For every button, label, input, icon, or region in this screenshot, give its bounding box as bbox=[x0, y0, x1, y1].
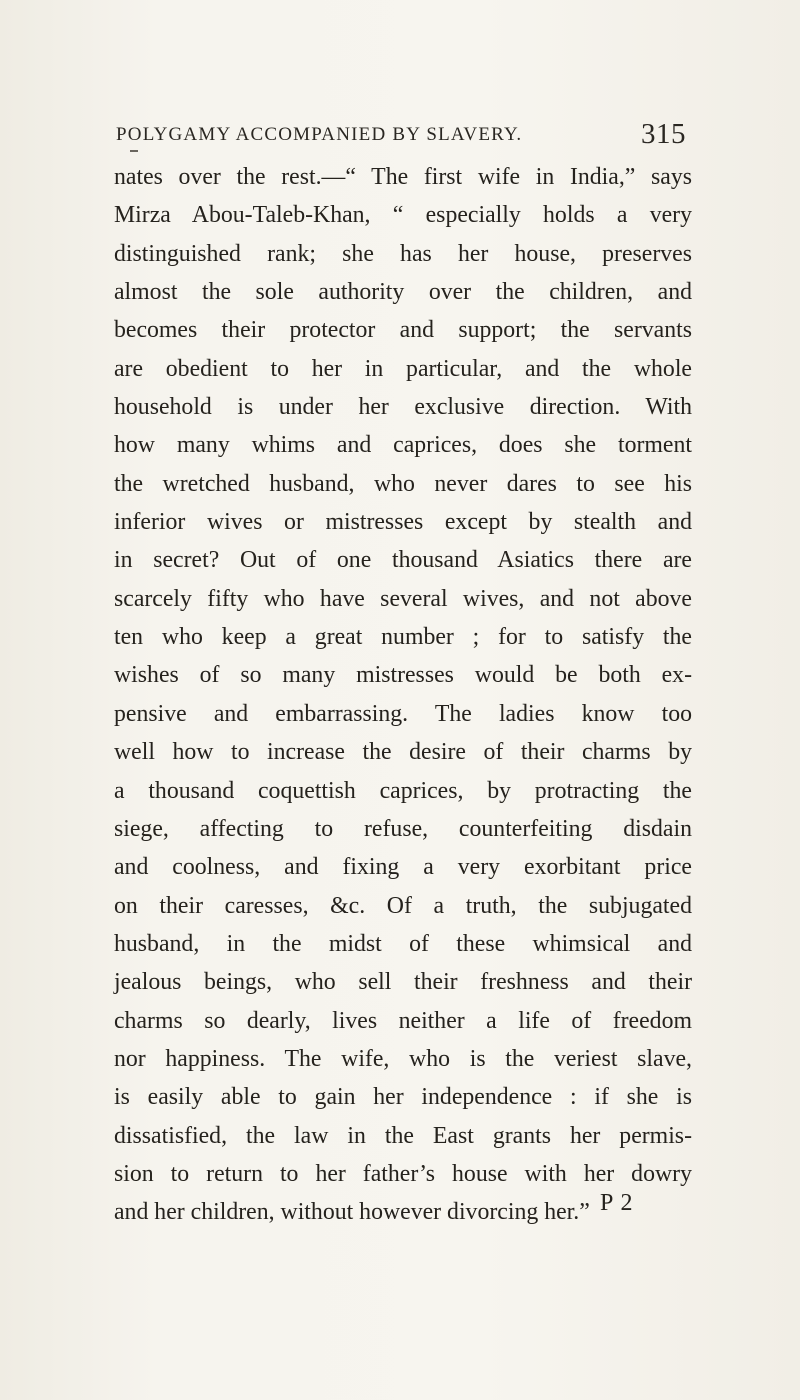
text-line: and coolness, and fixing a very exorbitant price bbox=[114, 854, 692, 881]
text-line: jealous beings, who sell their freshness and their bbox=[114, 969, 692, 996]
text-line: nor happiness. The wife, who is the veriest slave, bbox=[114, 1045, 692, 1072]
text-line: and her children, without however divorcing her.” bbox=[114, 1199, 590, 1226]
text-line: almost the sole authority over the children, and bbox=[114, 279, 692, 306]
running-head: POLYGAMY ACCOMPANIED BY SLAVERY. bbox=[116, 124, 523, 145]
text-line: a thousand coquettish caprices, by protracting the bbox=[114, 777, 692, 804]
text-line: siege, affecting to refuse, counterfeiting disdain bbox=[114, 815, 692, 842]
body-text bbox=[114, 158, 692, 1232]
text-line: how many whims and caprices, does she torment bbox=[114, 432, 692, 459]
text-line: inferior wives or mistresses except by stealth and bbox=[114, 509, 692, 536]
text-line: scarcely fifty who have several wives, and not above bbox=[114, 585, 692, 612]
text-line: ten who keep a great number ; for to satisfy the bbox=[114, 624, 692, 651]
text-line: well how to increase the desire of their charms by bbox=[114, 739, 692, 766]
text-line: sion to return to her father’s house with her dowry bbox=[114, 1160, 692, 1187]
text-line: in secret? Out of one thousand Asiatics there are bbox=[114, 547, 692, 574]
signature-mark: P 2 bbox=[600, 1190, 634, 1216]
text-line: are obedient to her in particular, and the whole bbox=[114, 355, 692, 382]
page-header bbox=[106, 118, 686, 158]
text-line: the wretched husband, who never dares to see his bbox=[114, 470, 692, 497]
text-line: wishes of so many mistresses would be both ex- bbox=[114, 662, 692, 689]
text-line: is easily able to gain her independence : if she is bbox=[114, 1084, 692, 1111]
text-line: becomes their protector and support; the servants bbox=[114, 317, 692, 344]
text-line: distinguished rank; she has her house, preserves bbox=[114, 240, 692, 267]
text-line: pensive and embarrassing. The ladies know too bbox=[114, 700, 692, 727]
text-line: nates over the rest.—“ The first wife in India,” says bbox=[114, 164, 692, 190]
text-line: dissatisfied, the law in the East grants her permis- bbox=[114, 1122, 692, 1149]
text-line: husband, in the midst of these whimsical and bbox=[114, 930, 692, 957]
text-line: Mirza Abou-Taleb-Khan, “ especially holds a very bbox=[114, 202, 692, 229]
text-line: on their caresses, &c. Of a truth, the subjugated bbox=[114, 892, 692, 919]
text-line: household is under her exclusive direction. With bbox=[114, 394, 692, 421]
text-line: charms so dearly, lives neither a life of freedom bbox=[114, 1007, 692, 1034]
page-number: 315 bbox=[641, 118, 686, 150]
